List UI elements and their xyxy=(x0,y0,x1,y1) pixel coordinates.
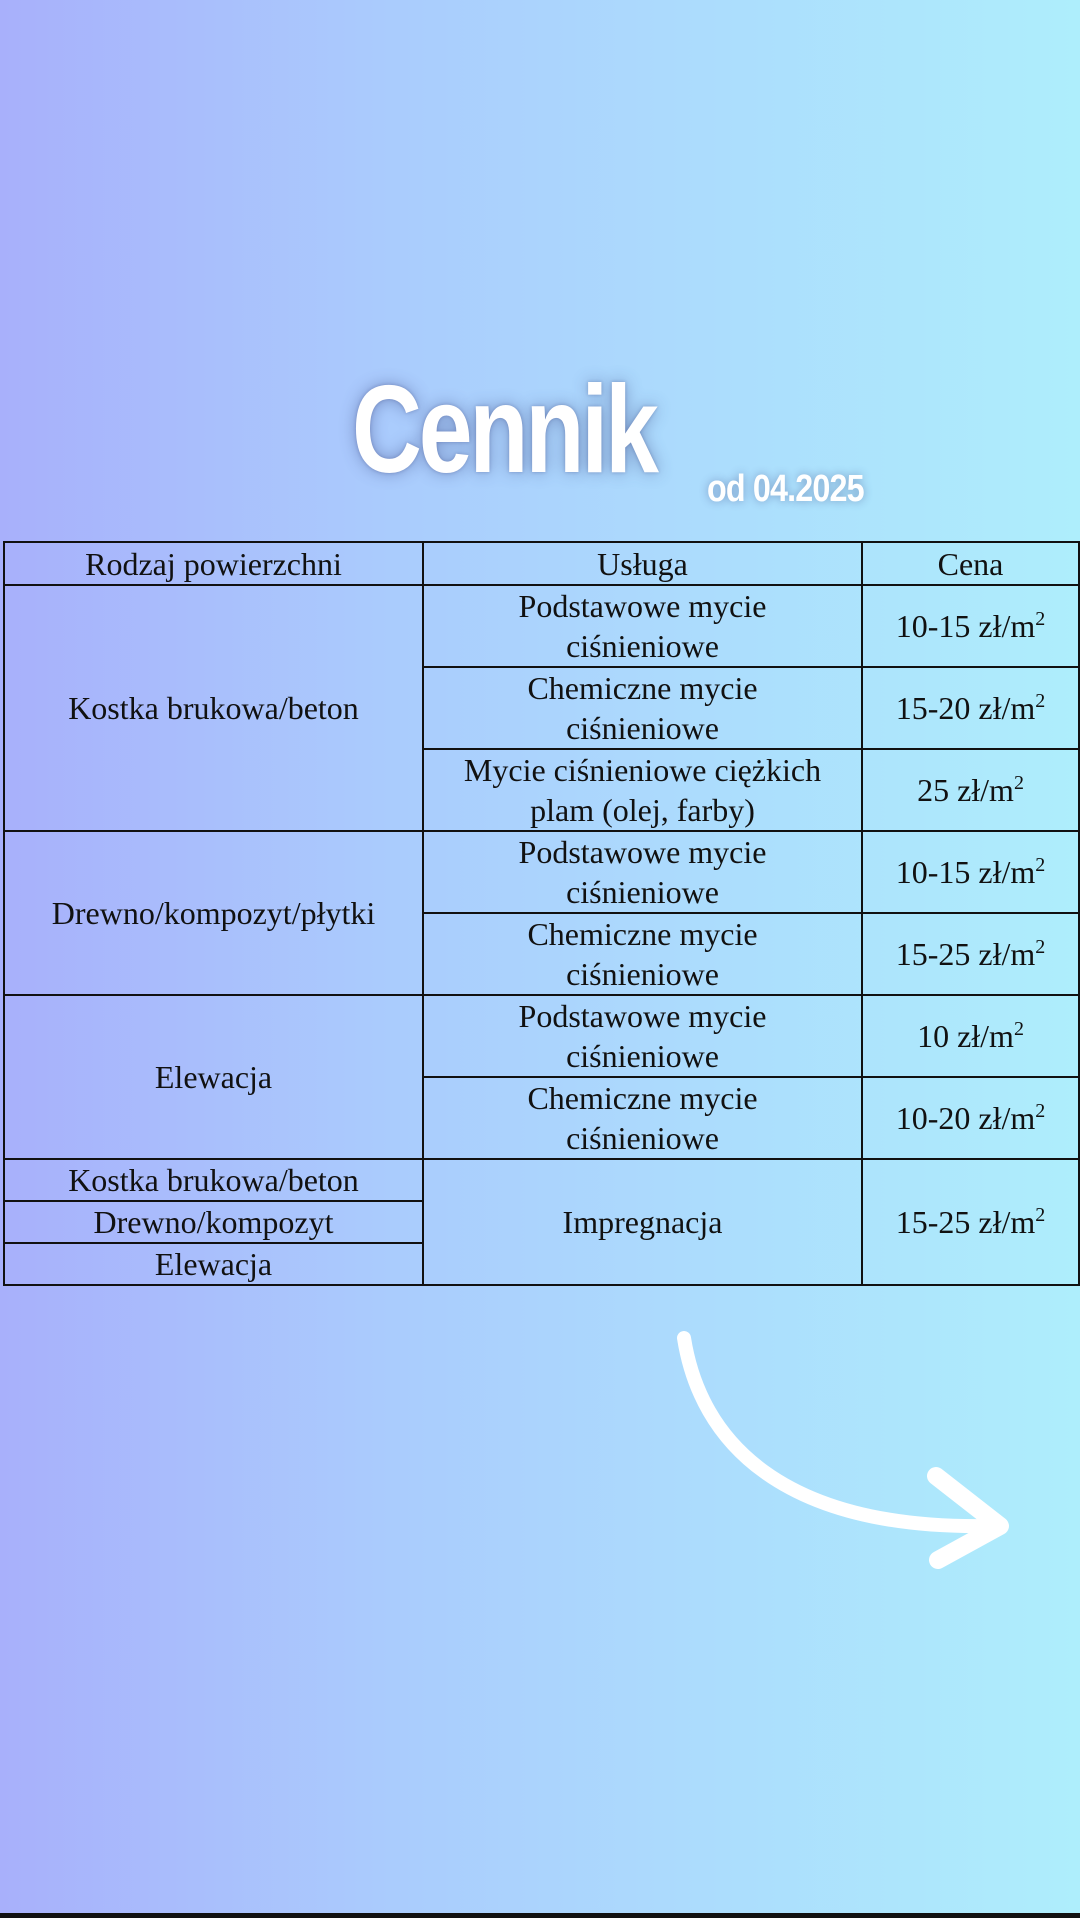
surface-label: Kostka brukowa/beton xyxy=(68,690,359,726)
service-cell xyxy=(423,749,862,831)
price-table xyxy=(3,541,1080,1286)
price-unit: zł/m xyxy=(978,854,1036,890)
price-unit-exponent: 2 xyxy=(1013,1018,1024,1040)
surface-label: Elewacja xyxy=(154,1246,273,1282)
table-row xyxy=(4,1159,1079,1201)
surface-cell xyxy=(4,585,423,831)
surface-label: Drewno/kompozyt xyxy=(93,1204,334,1240)
price-value: 10-20 xyxy=(895,1100,971,1136)
price-cell xyxy=(862,667,1079,749)
price-unit: zł/m xyxy=(978,1100,1036,1136)
table-row xyxy=(4,585,1079,667)
column-header-price: Cena xyxy=(862,542,1079,585)
service-line: ciśnieniowe xyxy=(566,1038,719,1074)
price-value: 15-25 xyxy=(895,936,971,972)
price-unit-exponent: 2 xyxy=(1035,690,1046,712)
price-unit-exponent: 2 xyxy=(1035,1100,1046,1122)
column-header-service: Usługa xyxy=(423,542,862,585)
validity-date: od 04.2025 xyxy=(707,468,864,510)
table-row xyxy=(4,995,1079,1077)
price-unit-exponent: 2 xyxy=(1035,1204,1046,1226)
service-cell xyxy=(423,831,862,913)
price-unit-exponent: 2 xyxy=(1035,936,1046,958)
service-line: ciśnieniowe xyxy=(566,628,719,664)
service-cell xyxy=(423,1159,862,1285)
page-title: Cennik xyxy=(352,361,656,499)
price-unit: zł/m xyxy=(957,1018,1014,1054)
price-unit: zł/m xyxy=(957,772,1014,808)
surface-cell xyxy=(4,995,423,1159)
price-value: 15-25 xyxy=(895,1204,971,1240)
service-cell xyxy=(423,913,862,995)
service-line: Impregnacja xyxy=(562,1204,723,1240)
price-cell xyxy=(862,995,1079,1077)
service-line: Chemiczne mycie xyxy=(527,1080,758,1116)
service-line: ciśnieniowe xyxy=(566,874,719,910)
price-unit: zł/m xyxy=(978,690,1036,726)
price-cell xyxy=(862,831,1079,913)
curved-arrow-right-icon xyxy=(670,1330,1020,1580)
price-unit-exponent: 2 xyxy=(1035,854,1046,876)
service-line: Chemiczne mycie xyxy=(527,916,758,952)
surface-cell xyxy=(4,1243,423,1285)
price-value: 10 xyxy=(917,1018,950,1054)
price-value: 10-15 xyxy=(895,854,971,890)
service-line: Chemiczne mycie xyxy=(527,670,758,706)
service-line: plam (olej, farby) xyxy=(530,792,755,828)
service-cell xyxy=(423,995,862,1077)
price-value: 10-15 xyxy=(895,608,971,644)
surface-cell xyxy=(4,831,423,995)
surface-label: Kostka brukowa/beton xyxy=(68,1162,359,1198)
service-line: Mycie ciśnieniowe ciężkich xyxy=(463,752,822,788)
service-line: ciśnieniowe xyxy=(566,1120,719,1156)
surface-cell xyxy=(4,1201,423,1243)
column-header-surface: Rodzaj powierzchni xyxy=(4,542,423,585)
service-line: ciśnieniowe xyxy=(566,956,719,992)
price-value: 25 xyxy=(917,772,950,808)
surface-label: Elewacja xyxy=(154,1059,273,1095)
table-row xyxy=(4,831,1079,913)
service-line: Podstawowe mycie xyxy=(518,588,767,624)
service-line: Podstawowe mycie xyxy=(518,998,767,1034)
price-unit-exponent: 2 xyxy=(1013,772,1024,794)
price-cell xyxy=(862,749,1079,831)
price-unit: zł/m xyxy=(978,608,1036,644)
price-cell xyxy=(862,585,1079,667)
surface-label: Drewno/kompozyt/płytki xyxy=(51,895,376,931)
surface-cell xyxy=(4,1159,423,1201)
service-line: Podstawowe mycie xyxy=(518,834,767,870)
price-cell xyxy=(862,1077,1079,1159)
price-unit: zł/m xyxy=(978,936,1036,972)
service-cell xyxy=(423,585,862,667)
price-cell xyxy=(862,913,1079,995)
price-value: 15-20 xyxy=(895,690,971,726)
price-unit-exponent: 2 xyxy=(1035,608,1046,630)
bottom-border xyxy=(0,1913,1080,1918)
price-cell xyxy=(862,1159,1079,1285)
table-header-row xyxy=(4,542,1079,585)
service-line: ciśnieniowe xyxy=(566,710,719,746)
service-cell xyxy=(423,667,862,749)
service-cell xyxy=(423,1077,862,1159)
price-unit: zł/m xyxy=(978,1204,1036,1240)
header xyxy=(0,360,1080,510)
